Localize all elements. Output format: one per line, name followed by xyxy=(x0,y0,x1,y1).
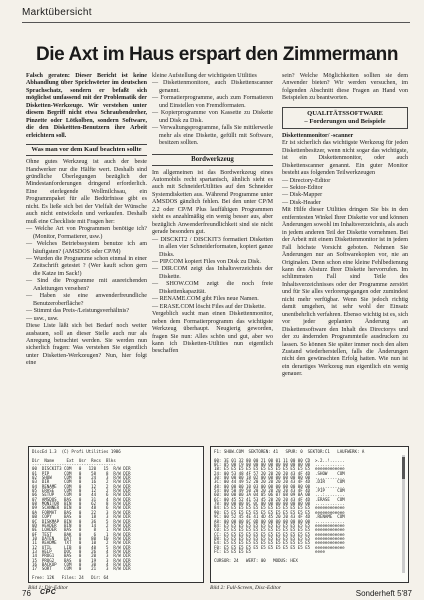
figure-caption-1: Bild 1: Dir-Editor xyxy=(28,585,68,591)
utility-item: — Kopierprogramme von Kassette zu Diskette und Disk zu Disk. xyxy=(152,110,273,125)
disc-editor-line: F1: SHOW.COM SEKTOREN: 41 SPUR: 0 SEKTOR:C1 LAUFWERK: A xyxy=(214,449,365,454)
dir-editor-line: ---------------------------------- xyxy=(32,462,116,468)
section-header xyxy=(22,6,410,23)
disc-editor-line: 90: E5 E5 E5 E5 E5 E5 E5 E5 E5 E5 E5 E5 eeeeeeeeeeee xyxy=(214,509,345,515)
article-title: Die Axt im Haus erspart den Zimmermann xyxy=(35,44,399,65)
checklist-item: — Welche Art von Programmen benötige ich? (Monitor, Formatierer, usw.) xyxy=(26,226,147,241)
checklist-item: — Sind die Programme mit ausreichenden Anleitungen versehen? xyxy=(26,278,147,293)
dir-editor-line: 06 SETUP COM 0 44 6 R/W DIR xyxy=(32,492,131,498)
monitor-parts-list xyxy=(282,178,408,208)
quality-box-title: QUALITÄTSSOFTWARE xyxy=(307,109,383,117)
dir-editor-line: 04 RENAME COM 0 12 2 R/W DIR xyxy=(32,483,131,489)
figure-caption-2: Bild 2: Full-Screen, Disc-Editor xyxy=(210,585,281,591)
disc-editor-line: 48: 00 00 00 10 03 00 00 00 00 00 00 00 ............ xyxy=(214,483,345,489)
body-paragraph: Mit Hilfe dieser Utilities dringen Sie bis in den entferntesten Winkel Ihrer Diskette vor und können Änderungen sowohl im Inhaltsverzeichnis, als auch in jedem anderen Teil der Diskette vornehmen. Bei der Arbeit mit einem Diskettenmonitor ist in jedem Fall höchste Vorsicht geboten. Nehmen Sie Änderungen nur an Softwarekopien vor, nie an Originalen. Denn schon eine kleine Fehlbedienung kann den Absturz Ihrer Diskette hervorrufen. Im schlimmsten Fall sind Teile des Inhaltsverzeichnisses oder der Programme zerstört und für Sie alles verlorengegangen oder zumindest nicht mehr verfügbar. Wenn Sie jedoch richtig damit umgehen, ist sehr wohl der Einsatz unentbehrlich verfahren. Ebenso wichtig ist es, sich vor jeder geplanten Änderung an Diskettensoftware den Inhalt des Directorys und der zu ändernden Programmteile ausdrucken zu lassen. So können Sie später immer noch den alten Zustand wiederherstellen, falls die Änderungen nicht den gewünschten Erfolg hatten. Wie nun ist ein derartiges Werkzeug nun eigentlich ein wenig genauer. xyxy=(282,207,408,378)
checklist-item: — Welches Betriebssystem benutze ich am häufigsten? (AMSDOS oder CP/M) xyxy=(26,241,147,256)
section-heading: Diskettenmonitor/ -scanner xyxy=(282,132,354,139)
subheading-purchase: Was man vor dem Kauf beachten sollte xyxy=(26,144,147,156)
disc-editor-line: F0: E5 E5 E5 E5 E5 E5 E5 E5 E5 E5 E5 E5 eeeeeeeeeeee xyxy=(214,544,345,550)
quality-box xyxy=(282,107,408,129)
dir-editor-line: 0A FORMAT BAS 0 22 3 R/W DIR xyxy=(32,509,131,515)
dir-editor-line: 0C DISKMAP BIN 0 36 5 R/W DIR xyxy=(32,518,131,524)
disc-editor-line: 24: 00 53 48 4F 57 20 20 20 20 43 4F 4D .SHOW COM xyxy=(214,470,345,476)
utility-item: — Verwaltungsprogramme, falls Sie mittlerweile mehr als eine Diskette, gefüllt mit Software, besitzen sollten. xyxy=(152,125,273,147)
disc-editor-line: 30: 00 00 00 18 02 00 00 00 00 00 00 00 ............ xyxy=(214,475,345,481)
dir-editor-line: 13 HELP DOC 0 26 4 R/W DIR xyxy=(32,548,131,554)
monitor-part-item: — Directory-Editor xyxy=(282,178,408,185)
disc-editor-line: FC: E5 E5 E5 E5 eeee xyxy=(214,548,325,554)
disc-editor-line: E4: E5 E5 E5 E5 E5 E5 E5 E5 E5 E5 E5 E5 eeeeeeeeeeee xyxy=(214,540,345,546)
subheading-bordwerkzeug: Bordwerkzeug xyxy=(152,154,273,166)
dir-editor-line: 01 PIP COM 0 58 8 R/W DIR xyxy=(32,470,131,476)
disc-editor-line: 78: 00 00 00 0C 0C 00 00 00 00 00 00 00 ............ xyxy=(214,501,345,507)
disc-editor-line: 00: 3E 01 32 80 00 21 00 01 11 00 00 CD >.2..!...... xyxy=(214,457,345,463)
dir-editor-line: 10 DATEN DAT 0 80 10 R/W DIR xyxy=(32,535,131,541)
dir-editor-line: Free: 12K Files: 24 Dir: 64 xyxy=(32,574,109,580)
disc-editor-screen xyxy=(211,447,408,566)
monitor-part-item: — Disk-Header xyxy=(282,200,408,207)
disc-editor-line: A8: 00 00 00 0C 0D 00 00 00 00 00 00 00 ............ xyxy=(214,518,345,524)
tool-item: — SHOW.COM zeigt die noch freie Diskettenkapazität. xyxy=(152,281,273,296)
dir-editor-line: 08 MONITOR BIN 0 62 8 R/W DIR xyxy=(32,501,131,507)
disc-editor-line: C0: E5 E5 E5 E5 E5 E5 E5 E5 E5 E5 E5 E5 eeeeeeeeeeee xyxy=(214,527,345,533)
body-paragraph: Im allgemeinen ist das Bordwerkzeug eines Automobils recht spartanisch, ähnlich sieht es auch mit SchneiderUtilities auf den Schneider Systemdisketten aus. Während Programme unter AMSDOS gänzlich fehlen. Bei den unter CP/M 2.2 oder CP/M Plus lauffähigen Programmen sieht es anzahlmäßig ein wenig besser aus, aber bezüglich Anwenderfreundlichkeit sind sie nicht gerade besonders gut. xyxy=(152,169,273,236)
dir-editor-line: 09 SCANNER BIN 0 48 6 R/W DIR xyxy=(32,505,131,511)
tool-item: — DIR.COM zeigt das Inhaltsverzeichnis der Diskette. xyxy=(152,266,273,281)
intro-paragraph: Falsch geraten: Dieser Bericht ist keine Abhandlung über Sprichwörter im deutschen Sprachschatz, sondern er befaßt sich möglichst umfassend mit der Problematik der Disketten-Werkzeuge. Wir verstehen unter diesem Begriff nicht etwa Schraubendreher, Pinzette oder Lötkolben, sondern Software, die den Diskettten-Benutzern ihre Arbeit erleichtern soll. xyxy=(26,73,147,139)
checklist-item: — Wurden die Programme schon einmal in einer Zeitschrift getestet ? (Wer kauft schon gern die Katze im Sack!) xyxy=(26,256,147,278)
scrollbar xyxy=(402,455,405,573)
tool-item: — ERASE.COM löscht Files auf der Diskette. xyxy=(152,304,273,311)
dir-editor-line: 0F TEST BAK 0 6 1 R/W DIR xyxy=(32,531,131,537)
disc-editor-line: D8: E5 E5 E5 E5 E5 E5 E5 E5 E5 E5 E5 E5 eeeeeeeeeeee xyxy=(214,535,345,541)
disc-editor-line: CURSOR: 24 WERT: 00 MODUS: HEX xyxy=(214,557,298,563)
body-paragraph: sein? Welche Möglichkeiten sollten sie dem Anwender bieten? Wir werden versuchen, im folgenden Abschnitt diese Fragen an Hand von Beispielen zu beantworten. xyxy=(282,73,408,102)
dir-editor-line: 0D HEADER BIN 0 14 2 R/W DIR xyxy=(32,522,131,528)
column-2 xyxy=(152,73,273,356)
body-paragraph: Diese Liste läßt sich bei Bedarf noch weiter ausbauen, soll an dieser Stelle auch nur als Anregung betrachtet werden. Sie werden nun sicherlich fragen: Was verstehen Sie eigentlich unter Disketten-Werkzeugen? Nun, hier folgt eine xyxy=(26,323,147,367)
checklist-item: — Stimmt das Preis-/Leistungsverhältnis? xyxy=(26,308,147,315)
body-paragraph: Er ist sicherlich das wichtigste Werkzeug für jeden Diskettenbesitzer, wenn nicht sogar das wichtigste, ist ein Diskettenmonitor, oder auch Diskettenscanner genannt. Ein guter Monitor besteht aus folgenden Teilwerkzeugen xyxy=(282,140,408,177)
dir-editor-line: 17 SORT COM 0 21 3 R/W DIR xyxy=(32,566,131,572)
checklist xyxy=(26,226,147,323)
dir-editor-line: 14 PROG1 BAS 0 20 3 R/W DIR xyxy=(32,553,131,559)
dir-editor-line: 0E LOADER BAS 0 8 1 R/W DIR xyxy=(32,527,131,533)
utility-item: — Formatierprogramme, auch zum Formatieren und Einstellen von Fremdformaten. xyxy=(152,95,273,110)
dir-editor-line: 02 SHOW COM 0 24 3 R/W DIR xyxy=(32,475,131,481)
tool-item: — PIP.COM kopiert Files von Disk zu Disk. xyxy=(152,259,273,266)
tool-item: — RENAME.COM gibt Files neue Namen. xyxy=(152,296,273,303)
body-paragraph: Vergeblich sucht man einen Diskettenmonitor, neben dem Formatierprogramm das wichtigste Werkzeug überhaupt. Neugierig geworden, fragen Sie nun: Alles schön und gut, aber wo kann ich Disketten-Utilities nun eigentlich beschaffen xyxy=(152,311,273,355)
column-3 xyxy=(282,73,408,379)
figure-disc-editor xyxy=(210,446,409,583)
utility-item: — Diskettenmonitore, auch Diskettenscanner genannt. xyxy=(152,80,273,95)
tool-list xyxy=(152,237,273,312)
monitor-part-item: — Sektor-Editor xyxy=(282,185,408,192)
monitor-part-item: — Disk-Mapper xyxy=(282,192,408,199)
dir-editor-line: 16 BACKUP COM 0 30 4 R/W DIR xyxy=(32,561,131,567)
disc-editor-line: 3C: 00 44 49 52 20 20 20 20 20 43 4F 4D .DIR COM xyxy=(214,479,345,485)
figure-dir-editor xyxy=(28,446,204,583)
disc-editor-line: 18: E5 E5 E5 E5 E5 E5 E5 E5 E5 E5 E5 E5 eeeeeeeeeeee xyxy=(214,466,345,472)
tool-item: — DISCKIT2 / DISCKIT3 formatiert Disketten in allen vier Schneiderformaten, kopiert ganze Disks. xyxy=(152,237,273,259)
dir-editor-line: 11 README TXT 0 10 2 R/W DIR xyxy=(32,540,131,546)
dir-editor-line: 00 DISCKIT3 COM 0 120 15 R/W DIR xyxy=(32,466,131,472)
disc-editor-line: 60: 00 00 00 3A 04 05 06 07 08 09 0A 0B ...:........ xyxy=(214,492,345,498)
checklist-item: — Haben sie eine anwenderfreundliche Benutzeroberfläche? xyxy=(26,293,147,308)
section-label: Marktübersicht xyxy=(22,7,92,18)
issue-label: Sonderheft 5'87 xyxy=(355,589,412,598)
dir-editor-line: 15 PROG2 BAS 0 19 3 R/W DIR xyxy=(32,557,131,563)
utility-list xyxy=(152,80,273,147)
column-1 xyxy=(26,73,147,368)
dir-editor-line: 03 DIR COM 0 16 2 R/W DIR xyxy=(32,479,131,485)
checklist-item: — usw., usw. xyxy=(26,316,147,323)
disc-editor-line: 9C: 00 52 45 4E 41 4D 45 20 20 43 4F 4D .RENAME COM xyxy=(214,514,345,520)
dir-editor-line: 0B COPY BAS 0 18 3 R/W DIR xyxy=(32,514,131,520)
dir-editor-line: 07 AMSDOS BAS 0 31 4 R/W DIR xyxy=(32,496,131,502)
page-number: 76 xyxy=(22,589,31,598)
magazine-logo: CPC xyxy=(40,589,57,596)
disc-editor-line: 54: 00 50 49 50 20 20 20 20 20 43 4F 4D .PIP COM xyxy=(214,488,345,494)
quality-box-subtitle: – Forderungen und Beispiele xyxy=(304,117,386,125)
dir-editor-line: Dir Name Ext Usr Recs Blks xyxy=(32,457,116,463)
dir-editor-screen xyxy=(29,447,203,583)
disc-editor-line: 0C: 05 00 C9 00 00 00 00 00 00 00 00 00 ............ xyxy=(214,462,345,468)
disc-editor-line: 84: E5 E5 E5 E5 E5 E5 E5 E5 E5 E5 E5 E5 eeeeeeeeeeee xyxy=(214,505,345,511)
body-paragraph: Ohne gutes Werkzeug ist auch der beste Handwerker nur die Hälfte wert. Deshalb sind gründliche Überlegungen bezüglich der Mindestanforderungen dringend erforderlich. Eine eierlegende Wollmilchsau, ein Programmpaket für alle Bedürfnisse gibt es nicht. Es ließe sich bei der Vielfalt der Wünsche auch nicht entwickeln und verkaufen. Deshalb muß eine Checkliste mit Fragen her: xyxy=(26,159,147,225)
disc-editor-line: 6C: 00 45 52 41 53 45 20 20 20 43 4F 4D .ERASE COM xyxy=(214,496,345,502)
page-footer xyxy=(22,588,412,598)
dir-editor-line: DiscEd 1.3 (C) Profi Utilities 1986 xyxy=(32,449,121,454)
disc-editor-line: B4: E5 E5 E5 E5 E5 E5 E5 E5 E5 E5 E5 E5 eeeeeeeeeeee xyxy=(214,522,345,528)
dir-editor-line: 12 UTIL LIB 0 40 5 R/W DIR xyxy=(32,544,131,550)
disc-editor-line: CC: E5 E5 E5 E5 E5 E5 E5 E5 E5 E5 E5 E5 eeeeeeeeeeee xyxy=(214,531,345,537)
body-paragraph: kleine Aufstellung der wichtigsten Utilities xyxy=(152,73,257,79)
dir-editor-line: 05 ERASE COM 0 12 2 R/W DIR xyxy=(32,488,131,494)
